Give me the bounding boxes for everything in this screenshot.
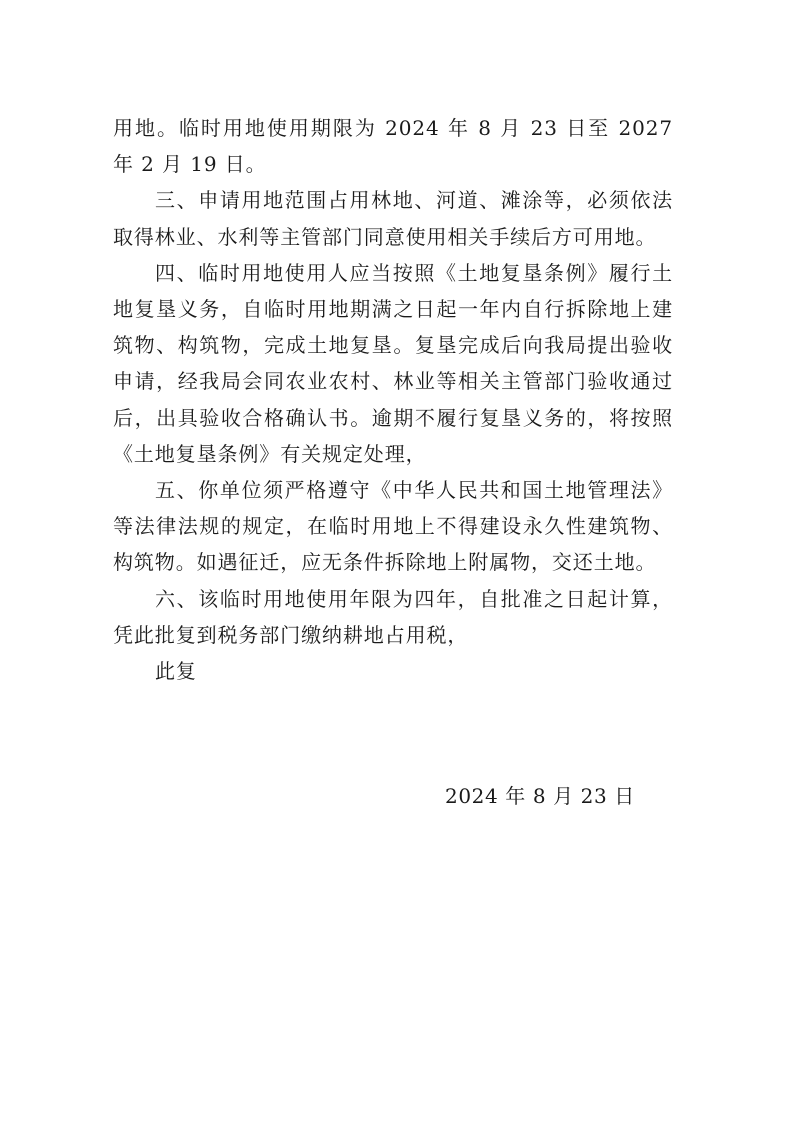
paragraph-item-four: 四、临时用地使用人应当按照《土地复垦条例》履行土地复垦义务，自临时用地期满之日起一年内自行拆除地上建筑物、构筑物，完成土地复垦。复垦完成后向我局提出验收申请，经我局会同农业农村、林业等相关主管部门验收通过后，出具验收合格确认书。逾期不履行复垦义务的，将按照《土地复垦条例》有关规定处理， xyxy=(113,260,673,466)
closing-remark: 此复 xyxy=(155,659,197,684)
issue-date: 2024 年 8 月 23 日 xyxy=(445,784,635,808)
paragraph-item-five: 五、你单位须严格遵守《中华人民共和国土地管理法》等法律法规的规定，在临时用地上不得建设永久性建筑物、构筑物。如遇征迁，应无条件拆除地上附属物，交还土地。 xyxy=(113,478,673,575)
paragraph-item-six: 六、该临时用地使用年限为四年，自批准之日起计算，凭此批复到税务部门缴纳耕地占用税， xyxy=(113,586,673,647)
document-body xyxy=(113,110,673,689)
paragraph-item-three: 三、申请用地范围占用林地、河道、滩涂等，必须依法取得林业、水利等主管部门同意使用相关手续后方可用地。 xyxy=(113,188,673,249)
paragraph-land-use-period: 用地。临时用地使用期限为 2024 年 8 月 23 日至 2027 年 2 月 19 日。 xyxy=(113,116,673,177)
